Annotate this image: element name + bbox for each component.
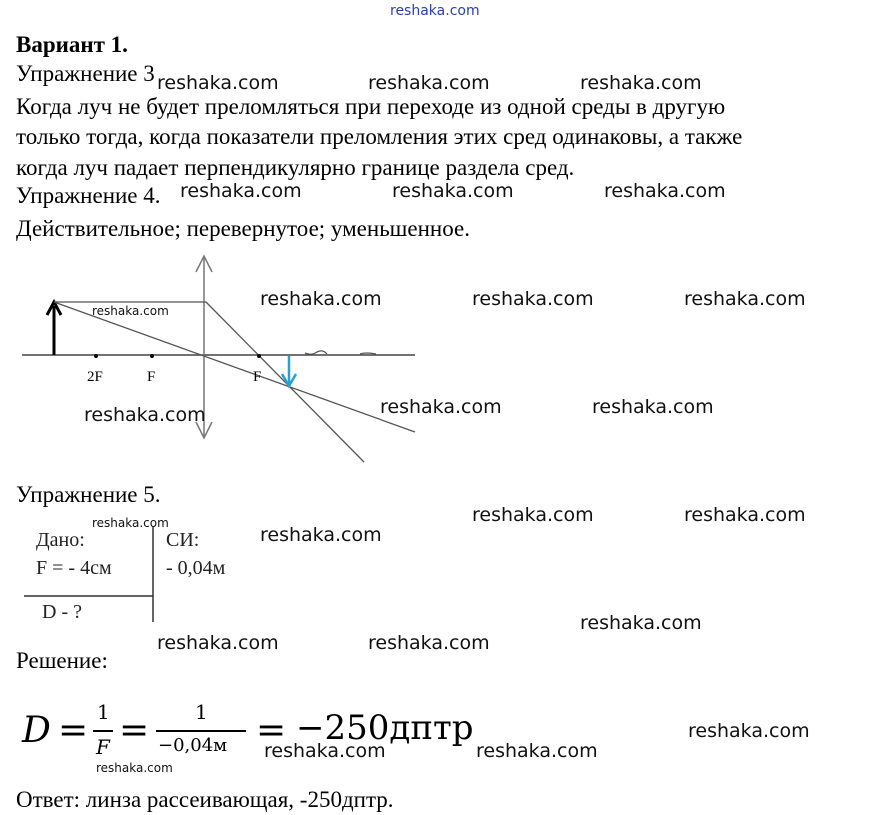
watermark-small: reshaka.com [92, 516, 169, 530]
exercise-3-line-2: только тогда, когда показатели преломления этих сред одинаковы, а также [16, 124, 743, 149]
exercise-3-line-1: Когда луч не будет преломляться при переходе из одной среды в другую [16, 94, 726, 119]
exercise-3-heading: Упражнение 3 [16, 61, 155, 86]
formula-frac2-den: −0,04м [158, 735, 228, 756]
page-title: Вариант 1. [16, 32, 128, 57]
watermark: reshaka.com [368, 72, 490, 94]
watermark: reshaka.com [260, 524, 382, 546]
watermark: reshaka.com [368, 632, 490, 654]
ray-refracted [206, 302, 364, 462]
exercise-4-heading: Упражнение 4. [16, 183, 161, 208]
header-watermark: reshaka.com [390, 3, 480, 19]
point-f-right-marker [257, 354, 261, 358]
watermark-small: reshaka.com [96, 761, 173, 775]
watermark: reshaka.com [604, 180, 726, 202]
watermark: reshaka.com [476, 740, 598, 762]
si-value: - 0,04м [166, 557, 226, 579]
exercise-3-line-3: когда луч падает перпендикулярно границе раздела сред. [16, 155, 575, 180]
watermark: reshaka.com [472, 288, 594, 310]
label-f-right: F [253, 369, 262, 385]
formula-frac1-num: 1 [97, 700, 110, 724]
exercise-5-answer: Ответ: линза рассеивающая, -250дптр. [16, 787, 394, 812]
watermark: reshaka.com [180, 180, 302, 202]
watermark: reshaka.com [592, 396, 714, 418]
watermark: reshaka.com [392, 180, 514, 202]
exercise-4-answer: Действительное; перевернутое; уменьшенное. [16, 216, 470, 241]
watermark: reshaka.com [580, 72, 702, 94]
watermark: reshaka.com [84, 404, 206, 426]
watermark: reshaka.com [684, 288, 806, 310]
watermark: reshaka.com [260, 288, 382, 310]
watermark: reshaka.com [157, 72, 279, 94]
watermark: reshaka.com [157, 632, 279, 654]
watermark: reshaka.com [684, 504, 806, 526]
label-f-left: F [147, 369, 156, 385]
formula-lhs: D [22, 710, 51, 751]
formula-frac1-den: F [96, 735, 110, 759]
axis-scribble [305, 351, 327, 354]
watermark: reshaka.com [264, 740, 386, 762]
given-label: Дано: [36, 529, 85, 551]
given-value: F = - 4см [36, 557, 112, 579]
watermark: reshaka.com [580, 612, 702, 634]
formula-result: −250дптр [296, 708, 474, 748]
point-f-left-marker [150, 354, 154, 358]
watermark-small: reshaka.com [92, 304, 169, 318]
watermark: reshaka.com [380, 396, 502, 418]
find-value: D - ? [42, 601, 82, 623]
si-label: СИ: [166, 529, 200, 551]
label-2f: 2F [87, 369, 103, 385]
formula-eq-3: = [256, 710, 287, 751]
watermark: reshaka.com [688, 720, 810, 742]
exercise-5-heading: Упражнение 5. [16, 482, 161, 507]
formula-eq-1: = [58, 710, 89, 751]
formula-eq-2: = [119, 710, 150, 751]
watermark: reshaka.com [472, 504, 594, 526]
solution-label: Решение: [16, 648, 108, 673]
point-2f-marker [94, 354, 98, 358]
formula-frac2-num: 1 [195, 700, 208, 724]
